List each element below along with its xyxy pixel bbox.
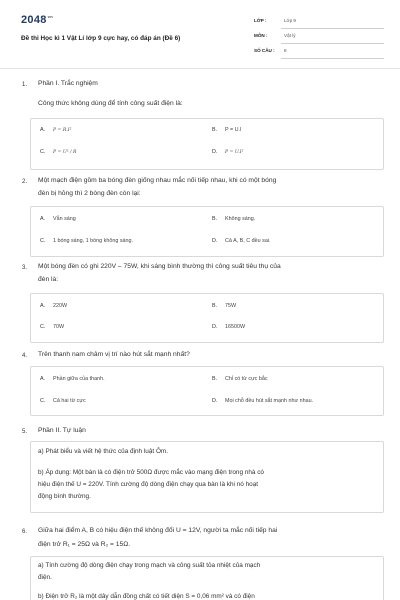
option-d[interactable]: D. P = U.I² <box>212 149 244 155</box>
question-text-line: Một bóng đèn có ghi 220V – 75W, khi sáng bình thường thì công suất tiêu thụ của <box>38 263 281 270</box>
option-value: Cả hai từ cực <box>53 398 86 404</box>
option-d[interactable]: D. 16500W <box>212 324 246 330</box>
option-value: 16500W <box>225 324 246 330</box>
section-number: 5. <box>22 429 28 435</box>
meta-label: MÔN : <box>254 33 268 38</box>
essay-part-b-line: b) Áp dụng: Một bàn là có điện trở 500Ω được mắc vào mạng điện trong nhà có <box>38 469 264 476</box>
meta-row-subject <box>254 32 384 44</box>
option-a[interactable]: A. 220W <box>40 303 68 309</box>
option-value: 220W <box>53 303 68 309</box>
meta-divider <box>281 43 384 44</box>
question-text: Công thức không dùng để tính công suất điện là: <box>38 100 183 107</box>
option-d[interactable]: D. Mọi chỗ đều hút sắt mạnh như nhau. <box>212 398 314 404</box>
logo-text: 2048 <box>21 14 47 26</box>
option-value: Vẫn sáng <box>53 216 76 222</box>
options-box <box>30 206 384 257</box>
option-value: P = U.I² <box>225 150 244 155</box>
meta-label: SỐ CÂU : <box>254 48 275 53</box>
section-title: Phần II. Tự luận <box>38 427 86 434</box>
options-box <box>30 293 384 343</box>
option-a[interactable]: A. P = R.I² <box>40 127 72 133</box>
question-text-line: Giữa hai điểm A, B có hiệu điện thế không đổi U = 12V, người ta mắc nối tiếp hai <box>38 527 278 534</box>
meta-divider <box>281 58 384 59</box>
section-title: Phần I. Trắc nghiệm <box>38 80 98 87</box>
document-title: Đề thi Học kì 1 Vật Lí lớp 9 cực hay, có đáp án (Đề 6) <box>21 35 181 42</box>
question-text-line: điện trở R₁ = 25Ω và R₂ = 15Ω. <box>38 541 131 548</box>
option-a[interactable]: A. Phần giữa của thanh. <box>40 376 105 382</box>
question-number: 2. <box>22 179 28 185</box>
option-value: Không sáng. <box>225 216 256 222</box>
essay-part-b-line: động bình thường. <box>38 493 91 500</box>
meta-row-class <box>254 17 384 29</box>
q6-part-a-line: điện. <box>38 574 52 581</box>
option-c[interactable]: C. P = U² / R <box>40 149 77 155</box>
section-number: 1. <box>22 82 28 88</box>
options-box <box>30 366 384 416</box>
option-d[interactable]: D. Cả A, B, C đều sai. <box>212 238 271 244</box>
meta-value: 8 <box>284 48 287 53</box>
site-logo[interactable] <box>21 14 53 26</box>
option-value: Phần giữa của thanh. <box>53 376 105 382</box>
meta-label: LỚP : <box>254 18 267 23</box>
option-b[interactable]: B. Không sáng. <box>212 216 256 222</box>
option-b[interactable]: B. Chỉ có từ cực bắc <box>212 376 268 382</box>
option-b[interactable]: B. 75W <box>212 303 237 309</box>
question-text-line: Một mạch điện gồm ba bóng đèn giống nhau mắc nối tiếp nhau, khi có một bóng <box>38 177 277 184</box>
option-c[interactable]: C. 1 bóng sáng, 1 bóng không sáng. <box>40 238 134 244</box>
q6-part-b-line: b) Điện trở R₂ là một dây dẫn đồng chất có tiết diện S = 0,06 mm² và có điện <box>38 593 255 600</box>
essay-part-b-line: hiệu điện thế U = 220V. Tính cường độ dòng điện chạy qua bàn là khi nó hoạt <box>38 481 259 488</box>
question-number: 6. <box>22 529 28 535</box>
option-c[interactable]: C. 70W <box>40 324 65 330</box>
header-divider <box>0 68 400 69</box>
meta-value: Lớp 9 <box>284 18 296 23</box>
question-number: 3. <box>22 265 28 271</box>
option-value: P = R.I² <box>53 128 72 133</box>
option-value: Mọi chỗ đều hút sắt mạnh như nhau. <box>225 398 314 404</box>
option-c[interactable]: C. Cả hai từ cực <box>40 398 86 404</box>
option-b[interactable]: B. P = U.I <box>212 127 242 133</box>
meta-divider <box>281 28 384 29</box>
option-value: Chỉ có từ cực bắc <box>225 376 268 382</box>
option-value: Cả A, B, C đều sai. <box>225 238 271 244</box>
meta-panel <box>254 17 384 62</box>
q6-part-a-line: a) Tính cường độ dòng điện chạy trong mạch và công suất tỏa nhiệt của mạch <box>38 562 261 569</box>
logo-suffix: vn <box>47 14 53 20</box>
question-text: Trên thanh nam châm vị trí nào hút sắt mạnh nhất? <box>38 351 190 358</box>
option-a[interactable]: A. Vẫn sáng <box>40 216 76 222</box>
essay-part-a: a) Phát biểu và viết hệ thức của định luật Ôm. <box>38 448 169 455</box>
meta-row-count <box>254 47 384 59</box>
question-number: 4. <box>22 353 28 359</box>
option-value: 70W <box>53 324 65 330</box>
options-box <box>30 118 384 170</box>
option-value: 1 bóng sáng, 1 bóng không sáng. <box>53 238 134 244</box>
option-value: P = U² / R <box>53 150 77 155</box>
option-value: P = U.I <box>225 127 242 133</box>
meta-value: Vật lý <box>284 33 296 38</box>
option-value: 75W <box>225 303 237 309</box>
question-text-line: đèn bị hỏng thì 2 bóng đèn còn lại: <box>38 190 141 197</box>
page-header <box>0 0 400 64</box>
question-text-line: đèn là: <box>38 276 59 283</box>
